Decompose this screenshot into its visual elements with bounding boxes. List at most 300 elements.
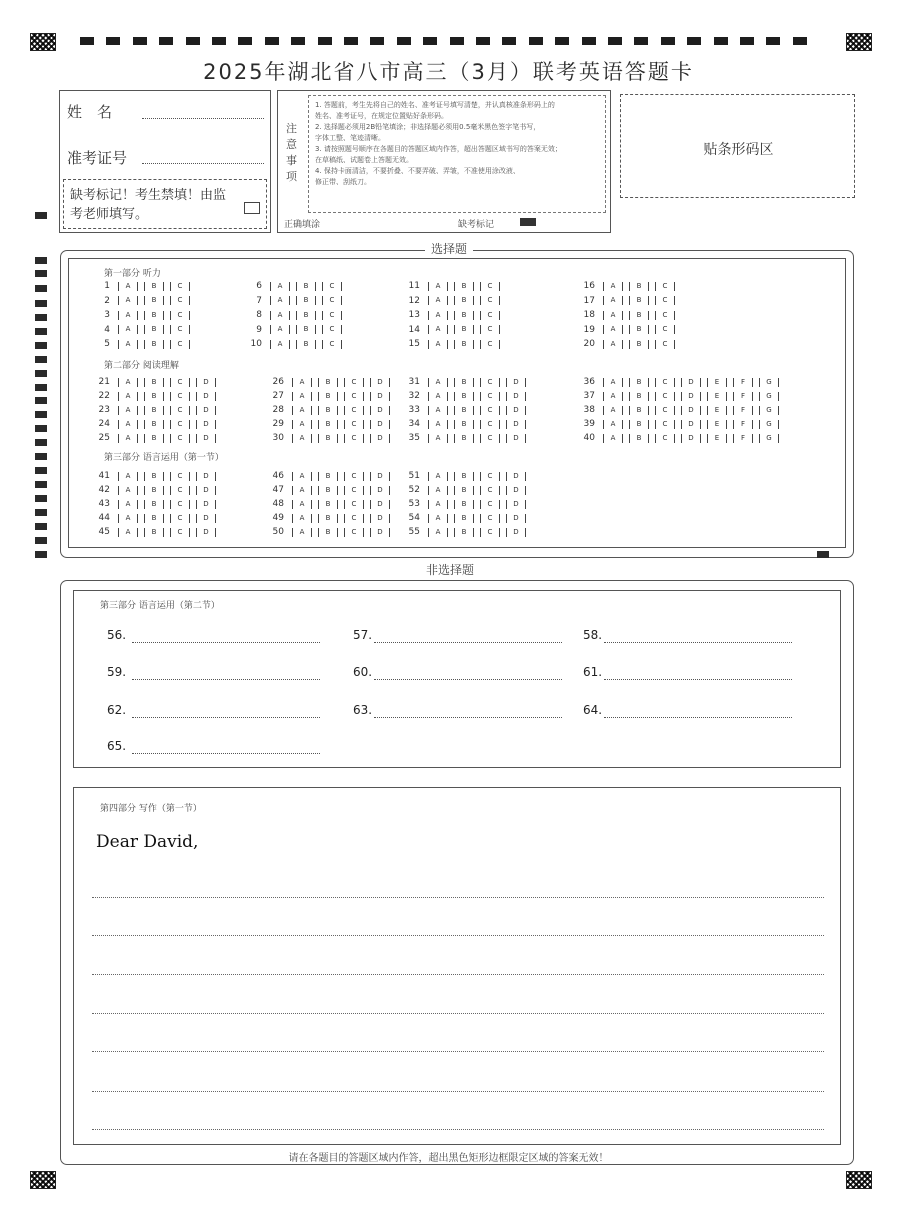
answer-bubble[interactable]: F <box>733 434 753 443</box>
answer-bubble[interactable]: A <box>428 378 448 387</box>
answer-bubble[interactable]: D <box>506 392 526 401</box>
timing-mark <box>370 37 384 45</box>
answer-bubble[interactable]: D <box>506 420 526 429</box>
answer-bubble[interactable]: B <box>144 406 164 415</box>
answer-bubble[interactable]: A <box>603 282 623 291</box>
answer-bubble[interactable]: B <box>296 282 316 291</box>
answer-bubble[interactable]: D <box>681 434 701 443</box>
answer-bubble[interactable]: D <box>506 472 526 481</box>
question-row <box>398 295 506 307</box>
answer-bubble[interactable]: A <box>118 420 138 429</box>
question-number: 37 <box>583 391 595 401</box>
answer-bubble[interactable]: E <box>707 420 727 429</box>
fill-in-answer-line[interactable] <box>374 716 562 718</box>
question-number: 48 <box>272 499 284 509</box>
writing-line[interactable] <box>92 1090 824 1092</box>
timing-mark <box>291 37 305 45</box>
answer-bubble[interactable]: B <box>144 296 164 305</box>
answer-bubble[interactable]: C <box>480 296 500 305</box>
answer-bubble[interactable]: A <box>118 514 138 523</box>
answer-bubble[interactable]: C <box>344 528 364 537</box>
side-mark <box>35 257 47 264</box>
answer-bubble[interactable]: D <box>196 420 216 429</box>
page-title: 2025年湖北省八市高三（3月）联考英语答题卡 <box>203 60 694 84</box>
answer-bubble[interactable]: E <box>707 392 727 401</box>
question-number: 23 <box>98 405 110 415</box>
name-field[interactable] <box>142 118 264 119</box>
answer-bubble[interactable]: B <box>454 296 474 305</box>
answer-bubble[interactable]: B <box>318 434 338 443</box>
answer-bubble[interactable]: A <box>270 282 290 291</box>
answer-bubble[interactable]: C <box>170 340 190 349</box>
answer-bubble[interactable]: G <box>759 392 779 401</box>
question-number: 19 <box>583 324 595 335</box>
notice-line: 3. 请按照题号顺序在各题目的答题区域内作答，超出答题区域书写的答案无效； <box>315 145 562 153</box>
answer-bubble[interactable]: B <box>454 325 474 334</box>
answer-bubble[interactable]: A <box>603 434 623 443</box>
answer-bubble[interactable]: A <box>603 392 623 401</box>
answer-bubble[interactable]: D <box>196 528 216 537</box>
answer-bubble[interactable]: G <box>759 406 779 415</box>
question-row <box>398 470 532 482</box>
question-row <box>573 376 785 388</box>
answer-bubble[interactable]: A <box>428 514 448 523</box>
answer-bubble[interactable]: C <box>170 500 190 509</box>
timing-mark <box>80 37 94 45</box>
answer-bubble[interactable]: C <box>170 514 190 523</box>
question-number: 39 <box>583 419 595 429</box>
answer-bubble[interactable]: D <box>370 434 390 443</box>
answer-bubble[interactable]: C <box>655 378 675 387</box>
answer-bubble[interactable]: C <box>655 434 675 443</box>
answer-bubble[interactable]: C <box>170 472 190 481</box>
answer-bubble[interactable]: B <box>144 282 164 291</box>
answer-bubble[interactable]: F <box>733 392 753 401</box>
answer-bubble[interactable]: B <box>296 325 316 334</box>
answer-bubble[interactable]: A <box>118 282 138 291</box>
answer-bubble[interactable]: D <box>370 378 390 387</box>
answer-bubble[interactable]: A <box>603 325 623 334</box>
answer-bubble[interactable]: A <box>292 500 312 509</box>
answer-bubble[interactable]: A <box>292 528 312 537</box>
answer-bubble[interactable]: B <box>318 472 338 481</box>
answer-bubble[interactable]: A <box>428 340 448 349</box>
absent-checkbox[interactable] <box>244 202 260 214</box>
answer-bubble[interactable]: C <box>655 296 675 305</box>
answer-bubble[interactable]: C <box>170 296 190 305</box>
question-number: 14 <box>408 324 420 335</box>
answer-bubble[interactable]: B <box>144 500 164 509</box>
answer-bubble[interactable]: A <box>428 325 448 334</box>
question-number: 43 <box>98 499 110 509</box>
fill-in-answer-line[interactable] <box>604 641 792 643</box>
question-row <box>240 295 348 307</box>
answer-bubble[interactable]: D <box>506 434 526 443</box>
answer-bubble[interactable]: B <box>144 378 164 387</box>
answer-bubble[interactable]: C <box>344 392 364 401</box>
answer-bubble[interactable]: D <box>196 378 216 387</box>
answer-bubble[interactable]: C <box>655 311 675 320</box>
answer-bubble[interactable]: A <box>428 500 448 509</box>
answer-bubble[interactable]: D <box>196 434 216 443</box>
answer-bubble[interactable]: C <box>170 434 190 443</box>
answer-bubble[interactable]: B <box>629 434 649 443</box>
answer-bubble[interactable]: C <box>322 311 342 320</box>
answer-bubble[interactable]: B <box>454 420 474 429</box>
side-mark <box>35 523 47 530</box>
answer-bubble[interactable]: B <box>454 311 474 320</box>
answer-bubble[interactable]: C <box>480 378 500 387</box>
answer-bubble[interactable]: C <box>322 340 342 349</box>
timing-mark <box>793 37 807 45</box>
answer-bubble[interactable]: B <box>318 514 338 523</box>
answer-bubble[interactable]: B <box>629 296 649 305</box>
notice-line: 2. 选择题必须用2B铅笔填涂；非选择题必须用0.5毫米黑色签字笔书写， <box>315 123 541 131</box>
answer-bubble[interactable]: C <box>655 325 675 334</box>
answer-bubble[interactable]: F <box>733 378 753 387</box>
answer-bubble[interactable]: A <box>118 528 138 537</box>
answer-bubble[interactable]: B <box>629 378 649 387</box>
answer-bubble[interactable]: B <box>318 500 338 509</box>
fill-in-answer-line[interactable] <box>374 678 562 680</box>
question-number: 12 <box>408 295 420 306</box>
answer-bubble[interactable]: A <box>603 340 623 349</box>
answer-bubble[interactable]: C <box>170 325 190 334</box>
answer-bubble[interactable]: A <box>118 434 138 443</box>
answer-bubble[interactable]: A <box>428 420 448 429</box>
answer-bubble[interactable]: D <box>370 514 390 523</box>
question-number: 17 <box>583 295 595 306</box>
answer-bubble[interactable]: A <box>603 378 623 387</box>
answer-bubble[interactable]: B <box>296 311 316 320</box>
answer-bubble[interactable]: C <box>344 378 364 387</box>
answer-bubble[interactable]: B <box>454 340 474 349</box>
answer-bubble[interactable]: A <box>270 325 290 334</box>
answer-bubble[interactable]: F <box>733 420 753 429</box>
answer-bubble[interactable]: C <box>170 282 190 291</box>
answer-bubble[interactable]: C <box>480 528 500 537</box>
question-number: 31 <box>408 377 420 387</box>
question-number: 9 <box>256 324 262 335</box>
answer-bubble[interactable]: B <box>144 514 164 523</box>
answer-bubble[interactable]: A <box>292 378 312 387</box>
answer-bubble[interactable]: B <box>144 472 164 481</box>
answer-bubble[interactable]: A <box>118 392 138 401</box>
timing-mark <box>423 37 437 45</box>
question-row <box>88 432 222 444</box>
question-row <box>88 470 222 482</box>
answer-bubble[interactable]: B <box>144 325 164 334</box>
answer-bubble[interactable]: C <box>655 340 675 349</box>
answer-bubble[interactable]: D <box>196 472 216 481</box>
answer-bubble[interactable]: D <box>506 500 526 509</box>
answer-bubble[interactable]: D <box>370 528 390 537</box>
answer-bubble[interactable]: C <box>170 486 190 495</box>
answer-bubble[interactable]: A <box>270 296 290 305</box>
question-row <box>262 376 396 388</box>
question-row <box>398 324 506 336</box>
answer-bubble[interactable]: C <box>344 406 364 415</box>
answer-bubble[interactable]: D <box>196 500 216 509</box>
answer-bubble[interactable]: A <box>428 486 448 495</box>
answer-bubble[interactable]: B <box>454 528 474 537</box>
answer-bubble[interactable]: A <box>428 311 448 320</box>
answer-bubble[interactable]: B <box>144 340 164 349</box>
answer-bubble[interactable]: E <box>707 378 727 387</box>
question-number: 25 <box>98 433 110 443</box>
answer-bubble[interactable]: D <box>370 406 390 415</box>
answer-bubble[interactable]: D <box>370 472 390 481</box>
answer-bubble[interactable]: C <box>655 420 675 429</box>
answer-bubble[interactable]: B <box>629 406 649 415</box>
answer-bubble[interactable]: A <box>292 486 312 495</box>
corner-code-top-right <box>846 33 872 51</box>
answer-bubble[interactable]: B <box>296 296 316 305</box>
fill-in-answer-line[interactable] <box>604 716 792 718</box>
answer-bubble[interactable]: B <box>318 392 338 401</box>
answer-bubble[interactable]: A <box>118 486 138 495</box>
question-row <box>262 432 396 444</box>
answer-bubble[interactable]: C <box>170 420 190 429</box>
answer-bubble[interactable]: A <box>292 472 312 481</box>
answer-bubble[interactable]: D <box>681 392 701 401</box>
answer-bubble[interactable]: C <box>344 420 364 429</box>
answer-bubble[interactable]: D <box>370 500 390 509</box>
side-mark <box>35 314 47 321</box>
answer-bubble[interactable]: C <box>344 514 364 523</box>
answer-bubble[interactable]: A <box>292 392 312 401</box>
question-row <box>262 404 396 416</box>
exam-id-field[interactable] <box>142 163 264 164</box>
answer-bubble[interactable]: C <box>655 392 675 401</box>
fill-in-number: 61. <box>583 665 603 679</box>
answer-bubble[interactable]: A <box>118 311 138 320</box>
answer-bubble[interactable]: B <box>629 340 649 349</box>
answer-bubble[interactable]: C <box>480 282 500 291</box>
timing-mark <box>687 37 701 45</box>
answer-bubble[interactable]: D <box>681 378 701 387</box>
question-row <box>573 404 785 416</box>
answer-bubble[interactable]: B <box>144 486 164 495</box>
answer-bubble[interactable]: C <box>480 340 500 349</box>
question-row <box>573 390 785 402</box>
answer-bubble[interactable]: B <box>629 325 649 334</box>
answer-bubble[interactable]: D <box>681 406 701 415</box>
answer-bubble[interactable]: C <box>480 486 500 495</box>
question-number: 35 <box>408 433 420 443</box>
answer-bubble[interactable]: B <box>454 378 474 387</box>
notice-box <box>277 90 611 233</box>
answer-bubble[interactable]: C <box>480 434 500 443</box>
answer-bubble[interactable]: B <box>454 406 474 415</box>
fill-in-answer-line[interactable] <box>132 716 320 718</box>
answer-bubble[interactable]: C <box>480 311 500 320</box>
answer-bubble[interactable]: D <box>506 514 526 523</box>
timing-mark <box>159 37 173 45</box>
fill-in-answer-line[interactable] <box>132 678 320 680</box>
fill-in-answer-line[interactable] <box>132 641 320 643</box>
answer-bubble[interactable]: G <box>759 420 779 429</box>
answer-bubble[interactable]: C <box>655 282 675 291</box>
answer-bubble[interactable]: C <box>480 392 500 401</box>
notice-line: 修正带、刮纸刀。 <box>315 178 371 186</box>
answer-bubble[interactable]: A <box>270 311 290 320</box>
question-number: 34 <box>408 419 420 429</box>
answer-bubble[interactable]: D <box>506 486 526 495</box>
question-number: 11 <box>408 281 420 291</box>
writing-line[interactable] <box>92 1050 824 1052</box>
question-row <box>88 498 222 510</box>
timing-mark <box>133 37 147 45</box>
answer-bubble[interactable]: A <box>428 282 448 291</box>
answer-bubble[interactable]: C <box>480 500 500 509</box>
side-mark <box>35 356 47 363</box>
answer-bubble[interactable]: A <box>428 528 448 537</box>
answer-bubble[interactable]: B <box>318 528 338 537</box>
answer-bubble[interactable]: B <box>144 420 164 429</box>
fill-in-answer-line[interactable] <box>374 641 562 643</box>
answer-bubble[interactable]: B <box>318 378 338 387</box>
answer-bubble[interactable]: C <box>480 420 500 429</box>
writing-line[interactable] <box>92 1128 824 1130</box>
timing-mark <box>714 37 728 45</box>
answer-bubble[interactable]: D <box>506 406 526 415</box>
answer-bubble[interactable]: C <box>170 528 190 537</box>
answer-bubble[interactable]: D <box>370 486 390 495</box>
fill-in-answer-line[interactable] <box>604 678 792 680</box>
answer-bubble[interactable]: D <box>681 420 701 429</box>
answer-bubble[interactable]: A <box>428 472 448 481</box>
side-mark <box>35 270 47 277</box>
answer-bubble[interactable]: C <box>322 282 342 291</box>
answer-bubble[interactable]: B <box>454 392 474 401</box>
answer-bubble[interactable]: C <box>170 392 190 401</box>
answer-bubble[interactable]: F <box>733 406 753 415</box>
writing-line[interactable] <box>92 973 824 975</box>
answer-bubble[interactable]: C <box>480 406 500 415</box>
answer-bubble[interactable]: C <box>480 514 500 523</box>
fill-in-answer-line[interactable] <box>132 752 320 754</box>
question-number: 8 <box>256 310 262 320</box>
answer-bubble[interactable]: C <box>480 325 500 334</box>
answer-bubble[interactable]: D <box>506 378 526 387</box>
answer-bubble[interactable]: B <box>454 514 474 523</box>
answer-bubble[interactable]: A <box>270 340 290 349</box>
answer-bubble[interactable]: B <box>454 282 474 291</box>
writing-line[interactable] <box>92 934 824 936</box>
answer-bubble[interactable]: A <box>603 296 623 305</box>
answer-bubble[interactable]: C <box>322 325 342 334</box>
answer-bubble[interactable]: B <box>454 472 474 481</box>
question-number: 22 <box>98 391 110 401</box>
answer-bubble[interactable]: A <box>428 296 448 305</box>
answer-bubble[interactable]: B <box>144 434 164 443</box>
answer-bubble[interactable]: C <box>322 296 342 305</box>
answer-bubble[interactable]: A <box>118 472 138 481</box>
answer-bubble[interactable]: A <box>428 406 448 415</box>
answer-bubble[interactable]: D <box>370 420 390 429</box>
answer-bubble[interactable]: C <box>344 434 364 443</box>
answer-bubble[interactable]: D <box>196 514 216 523</box>
answer-bubble[interactable]: A <box>118 325 138 334</box>
answer-bubble[interactable]: B <box>318 420 338 429</box>
answer-bubble[interactable]: E <box>707 434 727 443</box>
answer-bubble[interactable]: A <box>292 514 312 523</box>
answer-bubble[interactable]: C <box>344 472 364 481</box>
answer-bubble[interactable]: B <box>629 392 649 401</box>
answer-bubble[interactable]: B <box>296 340 316 349</box>
answer-bubble[interactable]: B <box>144 311 164 320</box>
answer-bubble[interactable]: C <box>170 311 190 320</box>
answer-bubble[interactable]: B <box>629 420 649 429</box>
answer-bubble[interactable]: B <box>144 392 164 401</box>
answer-bubble[interactable]: D <box>506 528 526 537</box>
question-number: 46 <box>272 471 284 481</box>
part3-label: 第三部分 语言运用（第一节） <box>104 453 224 463</box>
question-number: 21 <box>98 377 110 387</box>
question-row <box>240 280 348 292</box>
answer-bubble[interactable]: A <box>428 434 448 443</box>
writing-line[interactable] <box>92 896 824 898</box>
answer-bubble[interactable]: B <box>454 486 474 495</box>
answer-bubble[interactable]: A <box>292 434 312 443</box>
fill-in-number: 65. <box>107 739 127 753</box>
answer-bubble[interactable]: B <box>629 282 649 291</box>
answer-bubble[interactable]: D <box>196 392 216 401</box>
writing-line[interactable] <box>92 1012 824 1014</box>
answer-bubble[interactable]: D <box>196 486 216 495</box>
answer-bubble[interactable]: D <box>370 392 390 401</box>
answer-bubble[interactable]: C <box>170 378 190 387</box>
answer-bubble[interactable]: B <box>454 500 474 509</box>
timing-mark <box>476 37 490 45</box>
answer-bubble[interactable]: B <box>318 486 338 495</box>
answer-bubble[interactable]: B <box>318 406 338 415</box>
answer-bubble[interactable]: G <box>759 378 779 387</box>
question-number: 32 <box>408 391 420 401</box>
answer-bubble[interactable]: G <box>759 434 779 443</box>
answer-bubble[interactable]: A <box>118 406 138 415</box>
answer-bubble[interactable]: E <box>707 406 727 415</box>
answer-bubble[interactable]: D <box>196 406 216 415</box>
answer-bubble[interactable]: A <box>603 311 623 320</box>
question-number: 53 <box>408 499 420 509</box>
absent-mark-box <box>63 179 267 229</box>
answer-bubble[interactable]: C <box>480 472 500 481</box>
fill-in-number: 64. <box>583 703 603 717</box>
answer-bubble[interactable]: A <box>603 420 623 429</box>
answer-bubble[interactable]: A <box>118 340 138 349</box>
answer-bubble[interactable]: B <box>454 434 474 443</box>
answer-bubble[interactable]: A <box>292 420 312 429</box>
answer-bubble[interactable]: C <box>344 500 364 509</box>
timing-mark <box>634 37 648 45</box>
answer-bubble[interactable]: C <box>344 486 364 495</box>
answer-bubble[interactable]: A <box>118 296 138 305</box>
answer-bubble[interactable]: A <box>118 378 138 387</box>
answer-bubble[interactable]: A <box>428 392 448 401</box>
question-row <box>573 432 785 444</box>
answer-bubble[interactable]: B <box>144 528 164 537</box>
answer-bubble[interactable]: A <box>292 406 312 415</box>
answer-bubble[interactable]: C <box>655 406 675 415</box>
answer-bubble[interactable]: B <box>629 311 649 320</box>
answer-bubble[interactable]: C <box>170 406 190 415</box>
answer-bubble[interactable]: A <box>603 406 623 415</box>
answer-bubble[interactable]: A <box>118 500 138 509</box>
question-number: 16 <box>583 281 595 291</box>
question-number: 47 <box>272 485 284 495</box>
